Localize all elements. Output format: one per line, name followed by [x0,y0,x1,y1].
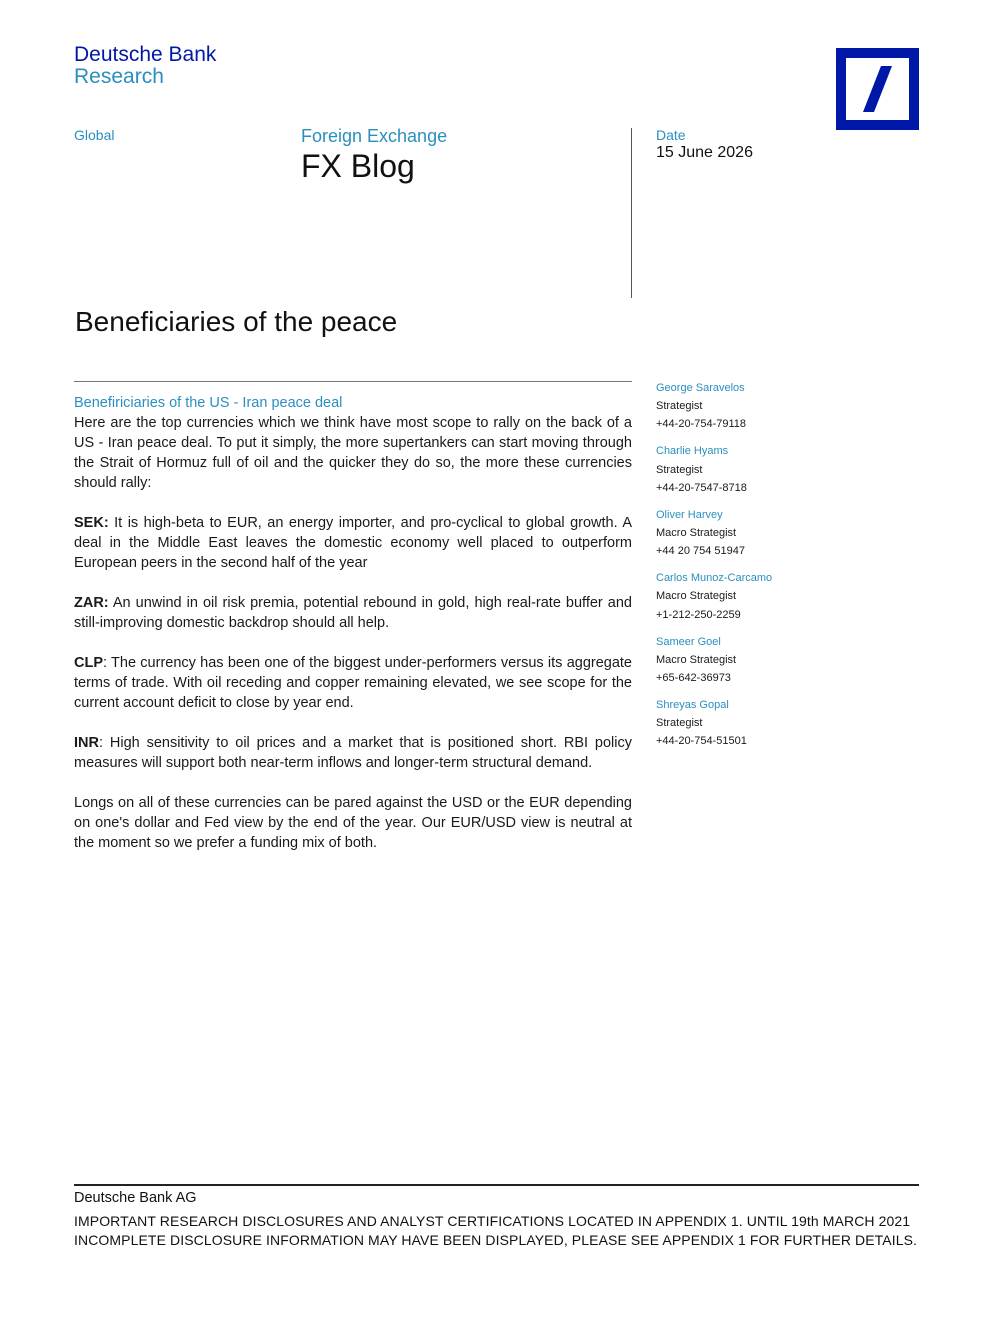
analyst-entry [656,379,856,442]
analyst-entry [656,569,856,632]
article-subheading: Benefiriciaries of the US - Iran peace deal [74,395,343,411]
brand-line1: Deutsche Bank [74,43,217,66]
footer-divider [74,1184,919,1186]
brand-wordmark [74,44,216,88]
analyst-name[interactable]: Carlos Munoz-Carcamo [656,572,773,585]
currency-text: : The currency has been one of the biggest under-performers versus its aggregate terms of trade. With oil receding and copper remaining elevated, we see scope for the current account deficit to close by year end. [74,655,632,711]
article-body [74,393,632,853]
currency-item-inr [74,733,632,773]
currency-code: ZAR: [74,595,109,611]
analyst-role: Macro Strategist [656,653,737,666]
analyst-role: Macro Strategist [656,526,737,539]
currency-text: It is high-beta to EUR, an energy importer, and pro-cyclical to global growth. A deal in the Middle East leaves the domestic economy well placed to outperform European peers in the second half of the year [74,515,632,571]
analyst-list [656,379,856,759]
analyst-phone: +44-20-754-51501 [656,735,747,748]
analyst-entry [656,696,856,759]
analyst-role: Strategist [656,463,703,476]
analyst-phone: +1-212-250-2259 [656,608,741,621]
publication-title: FX Blog [301,148,415,184]
currency-code: INR [74,735,99,751]
report-headline: Beneficiaries of the peace [75,306,398,337]
header-divider [631,128,632,298]
currency-code: CLP [74,655,103,671]
analyst-entry [656,442,856,505]
analyst-role: Strategist [656,717,703,730]
intro-paragraph: Here are the top currencies which we think have most scope to rally on the back of a US - Iran peace deal. To put it simply, the more supertankers can start moving through the Strait of Hormuz full of oil and the quicker they do so, the more these currencies should rally: [74,415,632,491]
currency-code: SEK: [74,515,109,531]
closing-paragraph: Longs on all of these currencies can be pared against the USD or the EUR depending on one's dollar and Fed view by the end of the year. Our EUR/USD view is neutral at the moment so we prefer a funding mix of both. [74,795,632,851]
region-label: Global [74,127,115,143]
currency-item-clp [74,653,632,713]
currency-text: : High sensitivity to oil prices and a market that is positioned short. RBI policy measures will support both near-term inflows and longer-term structural demand. [74,735,632,771]
analyst-name[interactable]: Oliver Harvey [656,508,723,521]
analyst-role: Macro Strategist [656,590,737,603]
currency-item-zar [74,593,632,633]
slash-icon [836,48,919,130]
date-value: 15 June 2026 [656,144,753,161]
currency-item-sek [74,513,632,573]
analyst-entry [656,633,856,696]
analyst-phone: +44-20-754-79118 [656,418,747,431]
analyst-phone: +44 20 754 51947 [656,545,746,558]
analyst-entry [656,506,856,569]
footer-disclosure: IMPORTANT RESEARCH DISCLOSURES AND ANALYST CERTIFICATIONS LOCATED IN APPENDIX 1. UNTIL 19th MARCH 2021 INCOMPLETE DISCLOSURE INFORMATION MAY HAVE BEEN DISPLAYED, PLEASE SEE APPENDIX 1 FOR FURTHER DETAILS. [74,1213,918,1248]
analyst-name[interactable]: Shreyas Gopal [656,698,729,711]
analyst-phone: +44-20-7547-8718 [656,481,747,494]
date-label: Date [656,127,686,143]
analyst-name[interactable]: Sameer Goel [656,635,721,648]
category-label: Foreign Exchange [301,126,448,146]
currency-text: An unwind in oil risk premia, potential rebound in gold, high real-rate buffer and still-improving domestic backdrop should all help. [74,595,632,631]
brand-line2: Research [74,65,164,88]
deutsche-bank-logo-icon [836,48,919,130]
analyst-phone: +65-642-36973 [656,671,731,684]
analyst-name[interactable]: Charlie Hyams [656,445,729,458]
section-divider [74,381,632,382]
footer-entity: Deutsche Bank AG [74,1190,197,1206]
analyst-name[interactable]: George Saravelos [656,382,745,394]
analyst-role: Strategist [656,400,703,413]
